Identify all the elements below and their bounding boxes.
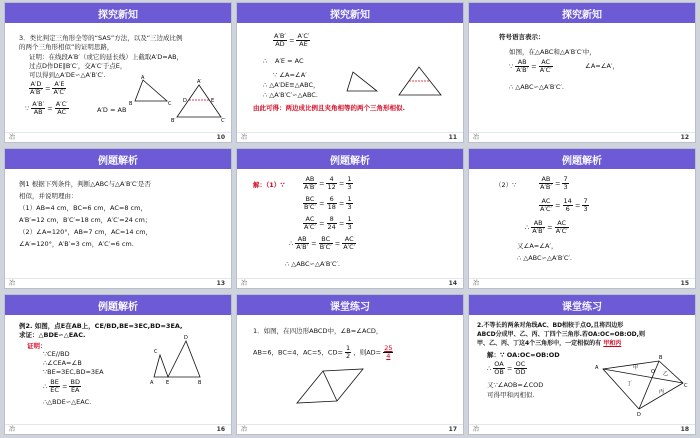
text-line: ∴ △ABC∽△A′B′C′. <box>517 254 572 262</box>
ratio-eq: ∴ $\frac{BE}{EC}$ = $\frac{BD}{EA}$ <box>43 378 80 394</box>
slide-number: 17 <box>448 426 457 433</box>
slide-number: 10 <box>216 134 225 141</box>
svg-text:A: A <box>150 380 154 386</box>
slide-header <box>237 3 463 23</box>
slide-number: 18 <box>680 426 689 433</box>
answer-blank[interactable]: $\frac{25}{4}$ <box>384 344 393 360</box>
ratio-eq: ∴ $\frac{OA}{OB}$ = $\frac{OC}{OD}$ <box>487 360 526 376</box>
text-line: ABCD分成甲、乙、丙、丁四个三角形.若OA:OC=OB:OD,则 <box>477 331 645 338</box>
text-line: 2.不等长的两条对角线AC、BD相较于点O,且将四边形 <box>477 322 624 329</box>
svg-text:D: D <box>184 335 188 341</box>
slide-footer <box>5 132 231 142</box>
slide-17[interactable] <box>236 294 464 435</box>
slide-number: 16 <box>216 426 225 433</box>
text-line: 3．类比判定三角形全等的“SAS”方法，以及“三边成比例 <box>19 34 183 42</box>
text-line: 例1 根据下列条件，判断△ABC与△A′B′C′是否 <box>19 180 151 188</box>
svg-text:乙: 乙 <box>663 371 669 377</box>
ratio-ab: $\frac{AB}{A'B'}$ = $\frac{4}{12}$ = $\frac{1}{3}$ <box>304 175 352 191</box>
svg-text:丙: 丙 <box>659 389 665 395</box>
text-line: 又∠A=∠A′， <box>517 242 558 250</box>
slide-header <box>237 149 463 169</box>
svg-text:A′: A′ <box>197 79 202 85</box>
slide-footer <box>469 278 695 288</box>
text-line: ∴ △ABC∽△A′B′C′. <box>285 260 340 268</box>
text-line: ∴ <box>263 57 268 65</box>
slide-16[interactable] <box>4 294 232 435</box>
text-line: 解：∵ OA:OC=OB:OD <box>487 351 560 359</box>
triangle-figure-large <box>171 79 227 124</box>
slide-11[interactable] <box>236 2 464 143</box>
slide-header <box>5 3 231 23</box>
slide-number: 15 <box>680 280 689 287</box>
slide-title: 例题解析 <box>98 156 138 167</box>
solution-label: 解：（1）∵ <box>253 181 285 189</box>
ratio-eq-2: ∵ $\frac{A'B'}{AB}$ = $\frac{A'C'}{AC}$ <box>25 100 68 116</box>
footer-logo: 冶 <box>473 134 480 141</box>
slide-header <box>469 3 695 23</box>
svg-text:C: C <box>684 383 688 389</box>
footer-logo: 冶 <box>9 280 16 287</box>
ratio-all: ∴ $\frac{AB}{A'B'}$ = $\frac{BC}{B'C'}$ = $\frac{AC}{A'C'}$ <box>289 235 356 251</box>
text-line: ∵ ∠A=∠A′ <box>273 71 307 79</box>
text-line: ∵CE//BD <box>43 350 70 358</box>
slide-14[interactable] <box>236 148 464 289</box>
slide-title: 例题解析 <box>562 156 602 167</box>
slide-18[interactable] <box>468 294 696 435</box>
slide-title: 探究新知 <box>330 10 370 21</box>
ratio-eq: $\frac{A'B'}{AD}$ = $\frac{A'C'}{AE}$ <box>274 32 310 48</box>
ratio-all: ∴ $\frac{AB}{A'B'}$ = $\frac{AC}{A'C'}$ <box>525 219 568 235</box>
ratio-ac: $\frac{AC}{A'C'}$ = $\frac{8}{24}$ = $\frac{1}{3}$ <box>304 215 352 231</box>
svg-text:A: A <box>595 365 599 371</box>
svg-text:B: B <box>198 380 202 386</box>
triangle-figure-large <box>397 65 447 99</box>
text-line: ∠A=∠A′， <box>585 62 619 70</box>
slide-number: 14 <box>448 280 457 287</box>
text-line: ∴ △ABC∽△A′B′C′. <box>509 83 564 91</box>
slide-number: 11 <box>448 134 457 141</box>
slide-number: 13 <box>216 280 225 287</box>
text-line: ∴ △A′B′C′∽△ABC. <box>263 91 318 99</box>
slide-header <box>237 295 463 315</box>
footer-logo: 冶 <box>241 280 248 287</box>
svg-text:O: O <box>651 369 655 375</box>
slide-13[interactable] <box>4 148 232 289</box>
svg-text:C: C <box>168 101 172 107</box>
text-line: 证明：在线段A′B′（或它的延长线）上截取A′D=AB， <box>29 53 184 61</box>
footer-logo: 冶 <box>473 280 480 287</box>
question-line: 甲、乙、丙、丁这4个三角形中，一定相似的有 甲和丙 <box>477 340 622 347</box>
slide-title: 例题解析 <box>330 156 370 167</box>
svg-text:B: B <box>659 355 663 361</box>
slide-header <box>5 295 231 315</box>
slide-header <box>469 149 695 169</box>
slide-header <box>5 149 231 169</box>
slide-title: 例题解析 <box>98 302 138 313</box>
footer-logo: 冶 <box>9 134 16 141</box>
slide-footer <box>469 424 695 434</box>
slide-12[interactable] <box>468 2 696 143</box>
conclusion-text: 由此可得：两边成比例且夹角相等的两个三角形相似. <box>253 104 405 112</box>
text-line: A′B′=12 cm，B′C′=18 cm，A′C′=24 cm； <box>19 216 152 224</box>
ratio-ac: $\frac{AC}{A'C'}$ = $\frac{14}{6}$ = $\frac{7}{3}$ <box>540 197 588 213</box>
svg-text:甲: 甲 <box>633 365 639 371</box>
slide-title: 探究新知 <box>98 10 138 21</box>
text-line: A′D = AB <box>97 106 127 114</box>
svg-text:丁: 丁 <box>627 381 633 387</box>
footer-logo: 冶 <box>9 426 16 433</box>
slide-title: 探究新知 <box>562 10 602 21</box>
text-line: 1．如图，在四边形ABCD中，∠B=∠ACD， <box>253 327 383 335</box>
quadrilateral-figure <box>293 365 373 411</box>
ratio-bc: $\frac{BC}{B'C'}$ = $\frac{6}{18}$ = $\frac{1}{3}$ <box>304 195 352 211</box>
footer-logo: 冶 <box>473 426 480 433</box>
svg-text:E: E <box>166 380 170 386</box>
text-line: （2）∠A=120°，AB=7 cm，AC=14 cm， <box>19 228 153 236</box>
proof-label: 证明： <box>27 342 47 350</box>
text-line: 可得甲和丙相似. <box>487 391 535 399</box>
footer-logo: 冶 <box>241 426 248 433</box>
text-line: ∠A′=120°，A′B′=3 cm，A′C′=6 cm. <box>19 240 134 248</box>
text-line: 相似，并说明理由： <box>19 192 78 200</box>
svg-text:C: C <box>154 349 158 355</box>
text-line: （2）∵ <box>495 181 517 189</box>
geometry-figure <box>150 337 210 387</box>
slide-footer <box>237 278 463 288</box>
slide-footer <box>237 132 463 142</box>
slide-title: 课堂练习 <box>562 302 602 313</box>
svg-text:E: E <box>211 98 215 104</box>
slide-number: 12 <box>680 134 689 141</box>
svg-text:D: D <box>183 98 187 104</box>
slide-footer <box>469 132 695 142</box>
triangle-figure-small <box>345 69 385 97</box>
ratio-eq: ∵ $\frac{AB}{A'B'}$ = $\frac{AC}{A'C'}$ <box>509 58 552 74</box>
text-line: 求证：△BDE∽△EAC. <box>19 331 86 339</box>
text-line: A′E = AC <box>275 57 304 65</box>
slide-header <box>469 295 695 315</box>
slide-title: 课堂练习 <box>330 302 370 313</box>
answer-blank[interactable]: 甲和丙 <box>603 340 622 347</box>
footer-logo: 冶 <box>241 134 248 141</box>
text-line: 的两个三角形相似”的证明思路， <box>19 43 114 51</box>
svg-text:A: A <box>141 75 145 81</box>
quadrilateral-figure <box>595 355 689 418</box>
slide-footer <box>5 424 231 434</box>
ratio-ab: $\frac{AB}{A'B'}$ = $\frac{7}{3}$ <box>540 175 568 191</box>
triangle-figure-small <box>129 75 173 107</box>
text-line: 过点D作DE∥B′C′，交A′C′于点E， <box>29 62 127 70</box>
svg-text:C′: C′ <box>221 118 226 124</box>
text-line: 又∵∠AOB=∠COD <box>487 381 544 389</box>
slide-10[interactable] <box>4 2 232 143</box>
problem-line: AB=6，BC=4，AC=5，CD= $\frac{1}{2}$ ，则AD= $\frac{25}{4}$ <box>253 344 393 360</box>
text-line: 例2. 如图，点E在AB上，CE/BD,BE=3EC,BD=3EA, <box>19 322 183 330</box>
text-line: ∴△BDE∽△EAC. <box>43 398 92 406</box>
ratio-eq-1: $\frac{A'D}{A'B'}$ = $\frac{A'E}{A'C'}$ <box>30 80 66 96</box>
slide-footer <box>5 278 231 288</box>
svg-text:B: B <box>129 101 133 107</box>
svg-text:B′: B′ <box>171 118 176 124</box>
text-line: ∴ △A′DE≌△ABC， <box>263 81 320 89</box>
slide-footer <box>237 424 463 434</box>
text-line: （1）AB=4 cm，BC=6 cm，AC=8 cm， <box>19 204 147 212</box>
text-line: ∴∠CEA=∠B <box>43 359 82 367</box>
slide-15[interactable] <box>468 148 696 289</box>
text-line: ∵BE=3EC,BD=3EA <box>43 368 104 376</box>
text-line: 符号语言表示： <box>499 33 545 41</box>
text-line: 如图，在△ABC和△A′B′C′中， <box>509 48 596 56</box>
text-line: 可以得到△A′DE∽△A′B′C′. <box>29 71 106 79</box>
svg-text:D: D <box>637 412 641 418</box>
